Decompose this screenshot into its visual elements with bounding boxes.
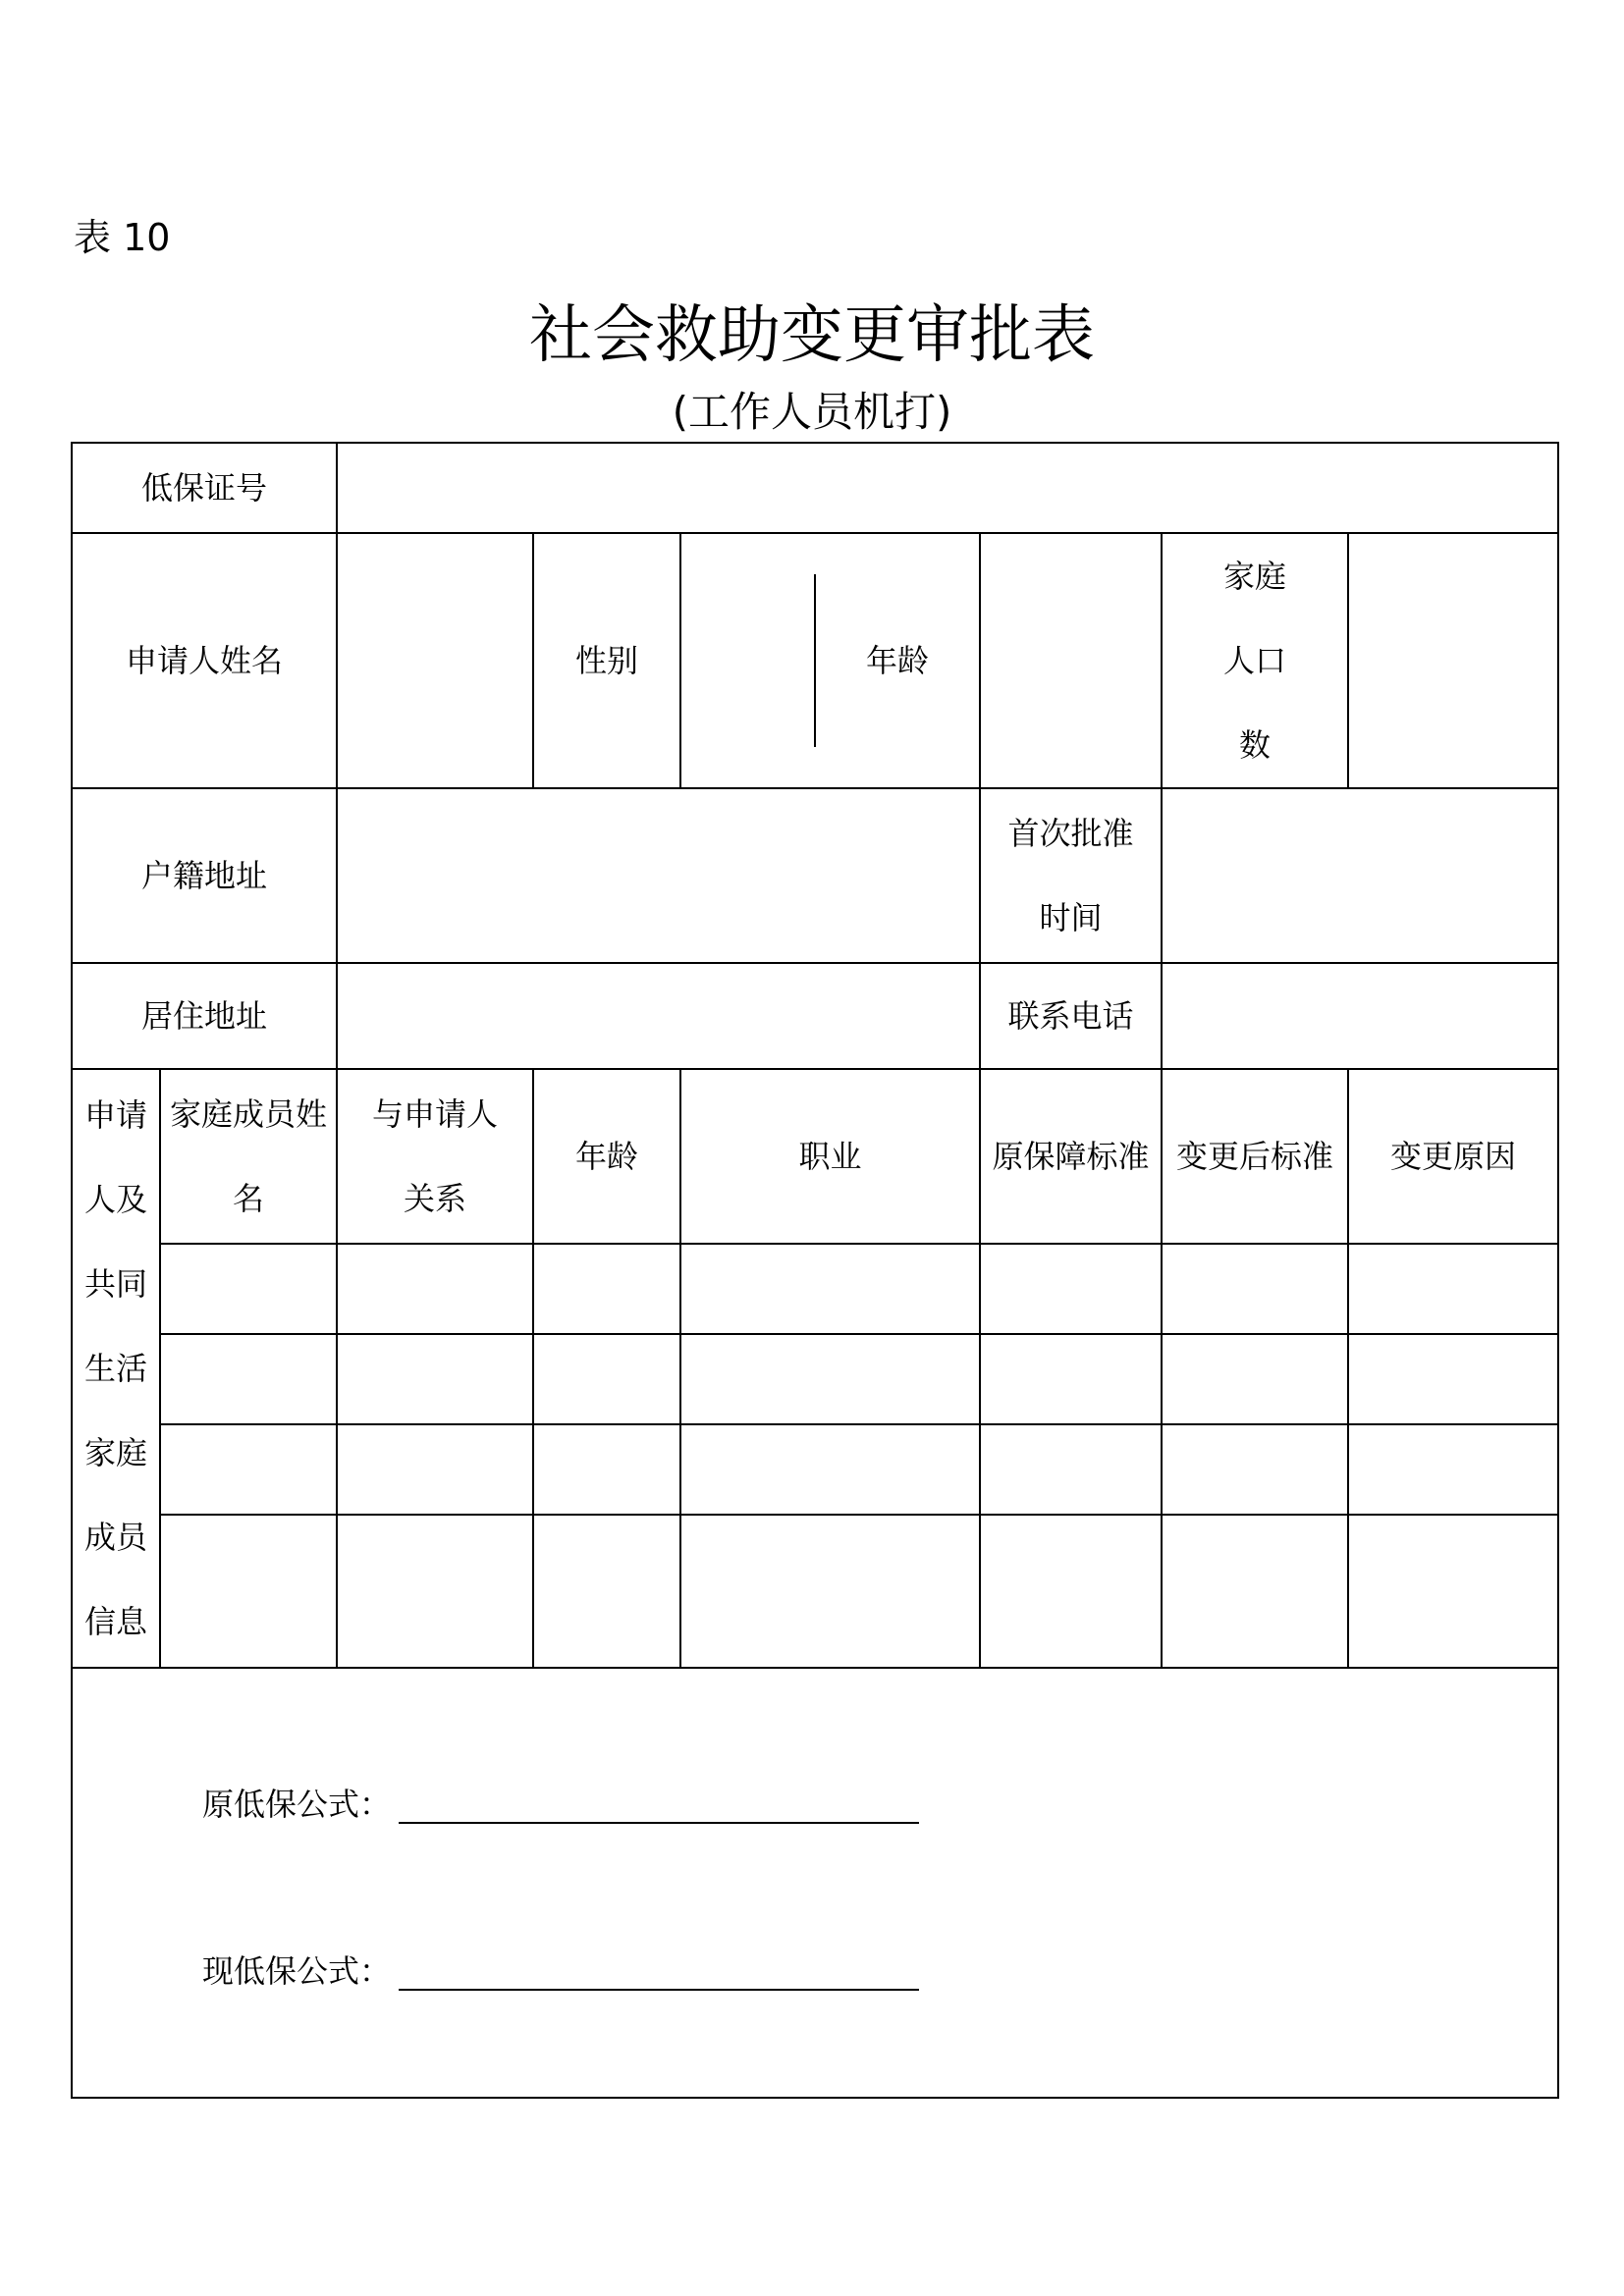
member-name-cell[interactable]: [160, 1244, 337, 1334]
household-size-field[interactable]: [1348, 533, 1558, 788]
member-new-standard-cell[interactable]: [1162, 1424, 1348, 1515]
member-new-standard-header: 变更后标准: [1162, 1069, 1348, 1244]
member-relation-cell[interactable]: [337, 1424, 533, 1515]
dibao-no-field[interactable]: [337, 443, 1558, 533]
residence-label: 居住地址: [72, 963, 337, 1069]
member-age-cell[interactable]: [533, 1424, 680, 1515]
residence-field[interactable]: [337, 963, 980, 1069]
member-old-standard-cell[interactable]: [980, 1515, 1162, 1668]
member-occupation-cell[interactable]: [680, 1424, 980, 1515]
phone-label: 联系电话: [980, 963, 1162, 1069]
member-row: [72, 1424, 1558, 1515]
member-new-standard-cell[interactable]: [1162, 1244, 1348, 1334]
hukou-address-label: 户籍地址: [72, 788, 337, 963]
member-reason-cell[interactable]: [1348, 1424, 1558, 1515]
member-name-cell[interactable]: [160, 1424, 337, 1515]
member-reason-cell[interactable]: [1348, 1334, 1558, 1424]
member-name-cell[interactable]: [160, 1334, 337, 1424]
member-occupation-header: 职业: [680, 1069, 980, 1244]
member-row: [72, 1515, 1558, 1668]
first-approval-label: 首次批准时间: [980, 788, 1162, 963]
form-subtitle: (工作人员机打): [672, 388, 952, 436]
old-formula-label: 原低保公式：: [202, 1786, 392, 1823]
phone-field[interactable]: [1162, 963, 1558, 1069]
members-side-label: 申请人及共同生活家庭成员信息: [72, 1069, 160, 1668]
member-reason-cell[interactable]: [1348, 1515, 1558, 1668]
old-formula-line: [202, 1785, 919, 1824]
member-name-header: 家庭成员姓名: [160, 1069, 337, 1244]
member-reason-header: 变更原因: [1348, 1069, 1558, 1244]
member-occupation-cell[interactable]: [680, 1334, 980, 1424]
member-new-standard-cell[interactable]: [1162, 1334, 1348, 1424]
member-age-cell[interactable]: [533, 1515, 680, 1668]
hukou-address-field[interactable]: [337, 788, 980, 963]
old-formula-blank[interactable]: [399, 1787, 919, 1824]
gender-field[interactable]: [681, 574, 816, 747]
table-number: 表 10: [74, 216, 171, 259]
member-name-cell[interactable]: [160, 1515, 337, 1668]
member-relation-cell[interactable]: [337, 1334, 533, 1424]
member-old-standard-header: 原保障标准: [980, 1069, 1162, 1244]
member-age-header: 年龄: [533, 1069, 680, 1244]
member-age-cell[interactable]: [533, 1244, 680, 1334]
member-occupation-cell[interactable]: [680, 1244, 980, 1334]
member-row: [72, 1334, 1558, 1424]
approval-form-table: [71, 442, 1559, 2099]
member-relation-cell[interactable]: [337, 1515, 533, 1668]
gender-label: 性别: [533, 533, 680, 788]
member-old-standard-cell[interactable]: [980, 1334, 1162, 1424]
formula-section: [72, 1668, 1558, 2098]
member-old-standard-cell[interactable]: [980, 1424, 1162, 1515]
age-field[interactable]: [980, 533, 1162, 788]
applicant-name-label: 申请人姓名: [72, 533, 337, 788]
new-formula-label: 现低保公式：: [202, 1952, 392, 1990]
new-formula-line: [202, 1951, 919, 1991]
household-size-label: 家庭人口数: [1162, 533, 1348, 788]
first-approval-field[interactable]: [1162, 788, 1558, 963]
member-new-standard-cell[interactable]: [1162, 1515, 1348, 1668]
member-age-cell[interactable]: [533, 1334, 680, 1424]
new-formula-blank[interactable]: [399, 1953, 919, 1991]
member-relation-cell[interactable]: [337, 1244, 533, 1334]
member-old-standard-cell[interactable]: [980, 1244, 1162, 1334]
member-occupation-cell[interactable]: [680, 1515, 980, 1668]
form-title: 社会救助变更审批表: [529, 299, 1095, 372]
member-relation-header: 与申请人关系: [337, 1069, 533, 1244]
member-reason-cell[interactable]: [1348, 1244, 1558, 1334]
age-label: 年龄: [866, 642, 930, 679]
member-row: [72, 1244, 1558, 1334]
applicant-name-field[interactable]: [337, 533, 533, 788]
dibao-no-label: 低保证号: [72, 443, 337, 533]
